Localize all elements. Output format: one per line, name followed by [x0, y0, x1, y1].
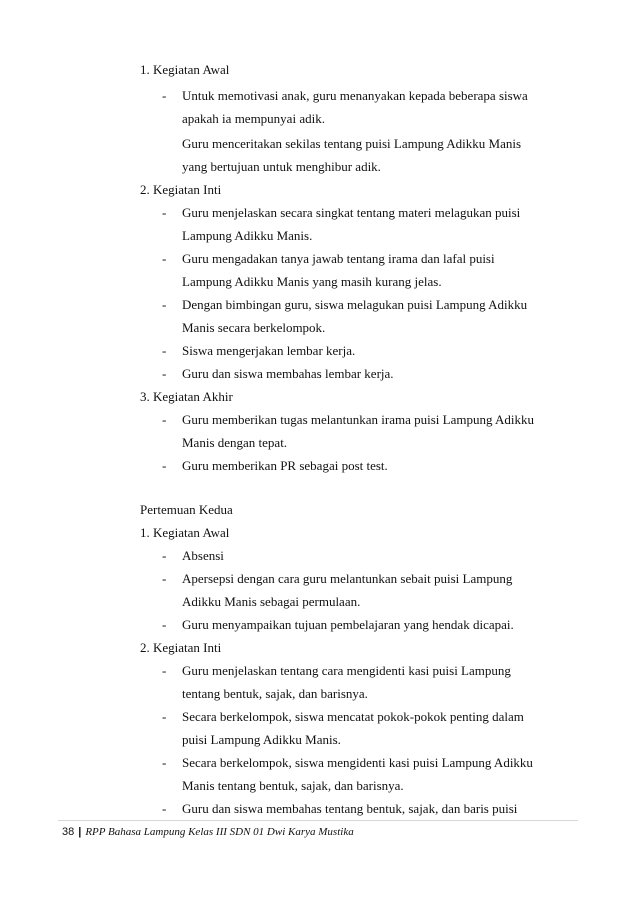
section-heading: 1. Kegiatan Awal	[140, 62, 230, 77]
section-heading: 2. Kegiatan Inti	[140, 182, 222, 197]
bullet-dash: -	[162, 755, 167, 770]
bullet-dash: -	[162, 663, 167, 678]
body-text: Guru memberikan PR sebagai post test.	[182, 458, 388, 473]
bullet-dash: -	[162, 801, 167, 816]
body-text: yang bertujuan untuk menghibur adik.	[182, 159, 381, 174]
body-text: Manis tentang bentuk, sajak, dan barisnya.	[182, 778, 404, 793]
bullet-dash: -	[162, 709, 167, 724]
page-footer	[62, 826, 354, 840]
bullet-dash: -	[162, 343, 167, 358]
footer-title: RPP Bahasa Lampung Kelas III SDN 01 Dwi Karya Mustika	[85, 826, 354, 838]
body-text: Guru menyampaikan tujuan pembelajaran yang hendak dicapai.	[182, 617, 514, 632]
footer-separator: |	[78, 826, 82, 838]
section-heading: 3. Kegiatan Akhir	[140, 389, 233, 404]
bullet-dash: -	[162, 366, 167, 381]
body-text: Guru menceritakan sekilas tentang puisi Lampung Adikku Manis	[182, 136, 522, 151]
page-number: 38	[62, 826, 75, 838]
body-text: Apersepsi dengan cara guru melantunkan sebait puisi Lampung	[182, 571, 513, 586]
body-text: Guru dan siswa membahas tentang bentuk, sajak, dan baris puisi	[182, 801, 518, 816]
body-text: Manis dengan tepat.	[182, 435, 288, 450]
body-text: Guru menjelaskan secara singkat tentang materi melagukan puisi	[182, 205, 521, 220]
section-heading: 1. Kegiatan Awal	[140, 525, 230, 540]
bullet-dash: -	[162, 571, 167, 586]
body-text: Adikku Manis sebagai permulaan.	[182, 594, 361, 609]
bullet-dash: -	[162, 458, 167, 473]
body-text: Lampung Adikku Manis yang masih kurang jelas.	[182, 274, 442, 289]
body-text: Siswa mengerjakan lembar kerja.	[182, 343, 356, 358]
bullet-dash: -	[162, 251, 167, 266]
meeting-heading: Pertemuan Kedua	[140, 502, 233, 517]
body-text: Guru mengadakan tanya jawab tentang irama dan lafal puisi	[182, 251, 495, 266]
body-text: Guru dan siswa membahas lembar kerja.	[182, 366, 394, 381]
body-text: puisi Lampung Adikku Manis.	[182, 732, 341, 747]
body-text: tentang bentuk, sajak, dan barisnya.	[182, 686, 368, 701]
body-text: Lampung Adikku Manis.	[182, 228, 313, 243]
body-text: Dengan bimbingan guru, siswa melagukan puisi Lampung Adikku	[182, 297, 528, 312]
body-text: Secara berkelompok, siswa mencatat pokok-pokok penting dalam	[182, 709, 524, 724]
bullet-dash: -	[162, 548, 167, 563]
footer-divider	[58, 820, 578, 821]
body-text: apakah ia mempunyai adik.	[182, 111, 325, 126]
body-text: Secara berkelompok, siswa mengidenti kasi puisi Lampung Adikku	[182, 755, 533, 770]
bullet-dash: -	[162, 88, 167, 103]
body-text: Guru menjelaskan tentang cara mengidenti kasi puisi Lampung	[182, 663, 511, 678]
bullet-dash: -	[162, 412, 167, 427]
section-heading: 2. Kegiatan Inti	[140, 640, 222, 655]
bullet-dash: -	[162, 617, 167, 632]
body-text: Guru memberikan tugas melantunkan irama puisi Lampung Adikku	[182, 412, 535, 427]
bullet-dash: -	[162, 205, 167, 220]
body-text: Untuk memotivasi anak, guru menanyakan kepada beberapa siswa	[182, 88, 528, 103]
bullet-dash: -	[162, 297, 167, 312]
body-text: Manis secara berkelompok.	[182, 320, 326, 335]
body-text: Absensi	[182, 548, 224, 563]
